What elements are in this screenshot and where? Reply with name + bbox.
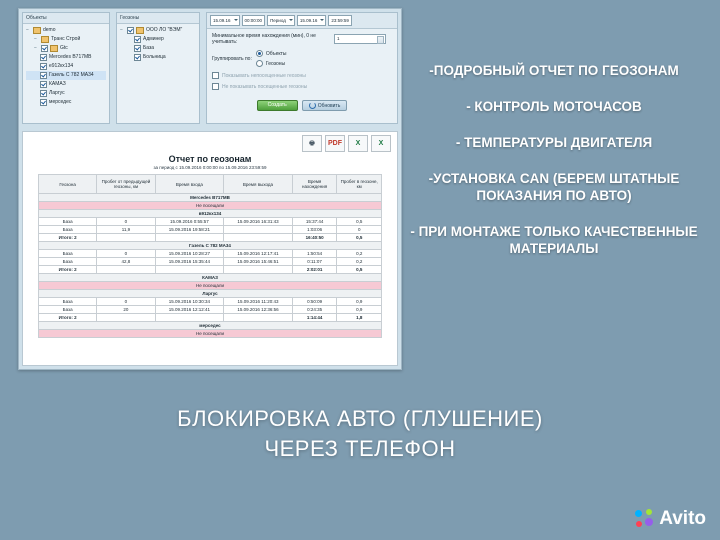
excel-xls-icon[interactable]: X <box>348 135 368 152</box>
total-label: Итого: 2 <box>38 266 96 274</box>
grouping-label: Группировать по: <box>212 55 252 62</box>
note-row <box>38 330 381 338</box>
table-row <box>38 258 381 266</box>
geozones-panel-header: Геозоны <box>117 13 199 24</box>
grouping-option-objects[interactable] <box>256 50 287 57</box>
group-row <box>38 322 381 330</box>
cell-duration: 0:11:07 <box>292 258 337 266</box>
tree-item-label: Транс Строй <box>51 36 81 42</box>
table-row <box>38 218 381 226</box>
expander-icon[interactable]: − <box>26 27 29 33</box>
show-unvisited-row[interactable] <box>212 72 392 79</box>
cell-duration: 1:50:54 <box>292 250 337 258</box>
cell-exit: 15.09.2016 12:17:41 <box>224 250 293 258</box>
tree-checkbox[interactable] <box>40 63 47 70</box>
tree-checkbox[interactable] <box>40 99 47 106</box>
note-label: Не посещали <box>38 282 381 290</box>
cell-exit: 15.09.2016 15:46:51 <box>224 258 293 266</box>
report-subtitle: за период с 15.09.2016 0:00:00 по 15.09.2016 23:59:59 <box>153 165 267 170</box>
objects-panel-header: Объекты <box>23 13 109 24</box>
tree-item-label: Больница <box>143 54 166 60</box>
cell-geozone: База <box>38 250 96 258</box>
group-label: в912кх134 <box>38 210 381 218</box>
cell-geozone: База <box>38 298 96 306</box>
build-report-button[interactable]: Создать <box>257 100 298 111</box>
group-row <box>38 290 381 298</box>
tree-item-selected[interactable] <box>26 71 106 80</box>
group-label: мерседес <box>38 322 381 330</box>
cell-mileage-in: 0 <box>337 226 382 234</box>
group-row <box>38 210 381 218</box>
objects-panel <box>22 12 110 124</box>
tracking-app-window <box>18 8 402 370</box>
folder-icon <box>136 27 144 34</box>
table-row <box>38 298 381 306</box>
note-label: Не посещали <box>38 202 381 210</box>
total-row <box>38 266 381 274</box>
cell-enter: 15.09.2016 10:30:34 <box>155 298 224 306</box>
tree-checkbox[interactable] <box>40 54 47 61</box>
tree-item[interactable] <box>120 53 196 62</box>
total-label: Итого: 2 <box>38 314 96 322</box>
group-row <box>38 194 381 202</box>
time-from-input[interactable]: 00:00:00 <box>242 15 266 26</box>
avito-wordmark: Avito <box>659 508 706 529</box>
tree-item[interactable] <box>26 35 106 44</box>
min-time-row <box>212 33 392 45</box>
geozones-panel <box>116 12 200 124</box>
cell-enter: 15.09.2016 10:28:27 <box>155 250 224 258</box>
date-range-bar <box>207 13 397 29</box>
col-duration: Время нахождения <box>292 175 337 194</box>
col-geozone: Геозона <box>38 175 96 194</box>
hide-visited-checkbox[interactable] <box>212 83 219 90</box>
cell-mileage-in: 0,9 <box>337 298 382 306</box>
grouping-row <box>212 50 392 67</box>
cell-geozone: База <box>38 258 96 266</box>
cell-duration: 0:24:35 <box>292 306 337 314</box>
tree-checkbox[interactable] <box>134 54 141 61</box>
total-mileage-in: 0,5 <box>337 266 382 274</box>
expander-icon[interactable]: − <box>34 36 37 42</box>
total-label: Итого: 2 <box>38 234 96 242</box>
tree-item-label: мерседес <box>49 99 72 105</box>
avito-logo-icon <box>635 509 655 529</box>
tree-item[interactable] <box>26 80 106 89</box>
min-time-input[interactable]: 1 <box>334 34 386 44</box>
tree-item-label: Ларгус <box>49 90 65 96</box>
note-label: Не посещали <box>38 330 381 338</box>
total-row <box>38 314 381 322</box>
cell-mileage-prev: 11,9 <box>97 226 155 234</box>
table-row <box>38 250 381 258</box>
radio-icon[interactable] <box>256 50 263 57</box>
col-mileage-prev: Пробег от предыдущей геозоны, км <box>97 175 155 194</box>
cell-enter: 15.09.2016 15:35:44 <box>155 258 224 266</box>
radio-icon[interactable] <box>256 60 263 67</box>
hide-visited-label: Не показывать посещенные геозоны <box>222 83 308 90</box>
params-body <box>207 29 397 98</box>
table-header-row <box>38 175 381 194</box>
group-row <box>38 242 381 250</box>
folder-icon <box>50 45 58 52</box>
folder-icon <box>33 27 41 34</box>
cell-mileage-prev: 0 <box>97 250 155 258</box>
report-title: Отчет по геозонам <box>168 154 252 164</box>
tree-item-label: demo <box>43 27 56 33</box>
tree-item-label: Газель С 782 МА34 <box>49 72 94 78</box>
cell-geozone: База <box>38 226 96 234</box>
tree-item[interactable] <box>26 89 106 98</box>
grouping-option-label: Объекты <box>265 50 287 57</box>
cell-exit: 15.09.2016 16:31:43 <box>224 218 293 226</box>
grouping-option-label: Геозоны <box>265 60 286 67</box>
tree-item[interactable] <box>120 44 196 53</box>
cell-mileage-in: 0,2 <box>337 250 382 258</box>
expander-icon[interactable]: − <box>120 27 123 33</box>
tree-checkbox[interactable] <box>40 72 47 79</box>
tree-checkbox[interactable] <box>134 45 141 52</box>
cell-enter: 15.09.2016 0:55:57 <box>155 218 224 226</box>
top-panels <box>19 9 401 127</box>
report-table <box>38 174 382 338</box>
tree-checkbox[interactable] <box>40 81 47 88</box>
excel-xlsx-icon[interactable]: X <box>371 135 391 152</box>
show-unvisited-checkbox[interactable] <box>212 72 219 79</box>
cell-exit: 15.09.2016 12:36:56 <box>224 306 293 314</box>
col-exit: Время выхода <box>224 175 293 194</box>
cell-mileage-in: 0,9 <box>337 306 382 314</box>
tree-item-label: e912кх134 <box>49 63 74 69</box>
note-row <box>38 202 381 210</box>
show-unvisited-label: Показывать непосещенные геозоны <box>222 72 306 79</box>
params-actions <box>207 98 397 114</box>
cell-mileage-prev: 0 <box>97 298 155 306</box>
tree-item[interactable] <box>120 26 196 35</box>
group-label: Ларгус <box>38 290 381 298</box>
marketing-line-1: -ПОДРОБНЫЙ ОТЧЕТ ПО ГЕОЗОНАМ <box>429 63 679 78</box>
bottom-headline-line-2: ЧЕРЕЗ ТЕЛЕФОН <box>264 436 456 461</box>
cell-geozone: База <box>38 306 96 314</box>
report-view <box>22 131 398 366</box>
report-params-panel <box>206 12 398 124</box>
tree-item[interactable] <box>26 26 106 35</box>
tree-item-label: КАМАЗ <box>49 81 66 87</box>
avito-watermark <box>635 508 706 530</box>
pdf-icon[interactable]: PDF <box>325 135 345 152</box>
bottom-headline <box>40 404 680 464</box>
cell-mileage-in: 0,2 <box>337 258 382 266</box>
group-label: Газель С 782 МА34 <box>38 242 381 250</box>
col-mileage-in: Пробег в геозоне, км <box>337 175 382 194</box>
cell-duration: 1:03:06 <box>292 226 337 234</box>
min-time-label: Минимальное время нахождения (мин), 0 не учитывать: <box>212 33 316 45</box>
group-label: КАМАЗ <box>38 274 381 282</box>
marketing-copy <box>404 62 704 276</box>
cell-mileage-prev: 0 <box>97 218 155 226</box>
total-mileage-in: 1,8 <box>337 314 382 322</box>
geozones-tree[interactable] <box>117 24 199 64</box>
marketing-line-3: - ТЕМПЕРАТУРЫ ДВИГАТЕЛЯ <box>455 135 653 150</box>
print-icon[interactable]: 🖶 <box>302 135 322 152</box>
cell-enter: 15.09.2016 12:12:41 <box>155 306 224 314</box>
tree-item-label: Mercedes B717MB <box>49 54 92 60</box>
group-label: Mercedes B717MB <box>38 194 381 202</box>
cell-enter: 15.09.2016 19:58:21 <box>155 226 224 234</box>
tree-item-label: Админер <box>143 36 164 42</box>
date-from-input[interactable]: 15.09.16 <box>210 15 240 26</box>
total-duration: 16:40:50 <box>292 234 337 242</box>
note-row <box>38 282 381 290</box>
cell-duration: 15:37:44 <box>292 218 337 226</box>
tree-checkbox[interactable] <box>40 90 47 97</box>
tree-item-label: База <box>143 45 155 51</box>
tree-checkbox[interactable] <box>134 36 141 43</box>
hide-visited-row[interactable] <box>212 83 392 90</box>
marketing-line-2: - КОНТРОЛЬ МОТОЧАСОВ <box>466 99 642 114</box>
tree-checkbox[interactable] <box>41 45 48 52</box>
time-to-input[interactable]: 23:59:59 <box>328 15 352 26</box>
bottom-headline-line-1: БЛОКИРОВКА АВТО (ГЛУШЕНИЕ) <box>177 406 543 431</box>
total-duration: 2:02:01 <box>292 266 337 274</box>
tree-item[interactable] <box>26 44 106 53</box>
objects-tree[interactable] <box>23 24 109 109</box>
cell-exit <box>224 226 293 234</box>
group-row <box>38 274 381 282</box>
tree-checkbox[interactable] <box>127 27 134 34</box>
total-row <box>38 234 381 242</box>
folder-icon <box>41 36 49 43</box>
tree-item[interactable] <box>120 35 196 44</box>
tree-item-label: ООО ЛО "ВЭМ" <box>146 27 183 33</box>
total-duration: 1:14:44 <box>292 314 337 322</box>
marketing-line-5: - ПРИ МОНТАЖЕ ТОЛЬКО КАЧЕСТВЕННЫЕ МАТЕРИАЛЫ <box>410 224 698 256</box>
marketing-line-4: -УСТАНОВКА CAN (БЕРЕМ ШТАТНЫЕ ПОКАЗАНИЯ ПО АВТО) <box>428 171 680 203</box>
grouping-option-geozones[interactable] <box>256 60 287 67</box>
table-row <box>38 226 381 234</box>
tree-item[interactable] <box>26 53 106 62</box>
refresh-icon <box>309 102 316 109</box>
cell-mileage-in: 0,5 <box>337 218 382 226</box>
expander-icon[interactable]: − <box>34 45 37 51</box>
tree-item-label: Gtc <box>60 45 68 51</box>
refresh-label: Обновить <box>317 102 341 109</box>
period-select[interactable]: Период <box>267 15 295 26</box>
report-export-toolbar <box>23 132 397 152</box>
cell-mileage-prev: 42,8 <box>97 258 155 266</box>
cell-mileage-prev: 20 <box>97 306 155 314</box>
grouping-options[interactable] <box>256 50 287 67</box>
cell-geozone: База <box>38 218 96 226</box>
tree-item[interactable] <box>26 98 106 107</box>
table-row <box>38 306 381 314</box>
date-to-input[interactable]: 15.09.16 <box>297 15 327 26</box>
total-mileage-in: 0,5 <box>337 234 382 242</box>
cell-duration: 0:50:09 <box>292 298 337 306</box>
cell-exit: 15.09.2016 11:20:43 <box>224 298 293 306</box>
refresh-button[interactable] <box>302 100 348 111</box>
col-enter: Время входа <box>155 175 224 194</box>
tree-item[interactable] <box>26 62 106 71</box>
